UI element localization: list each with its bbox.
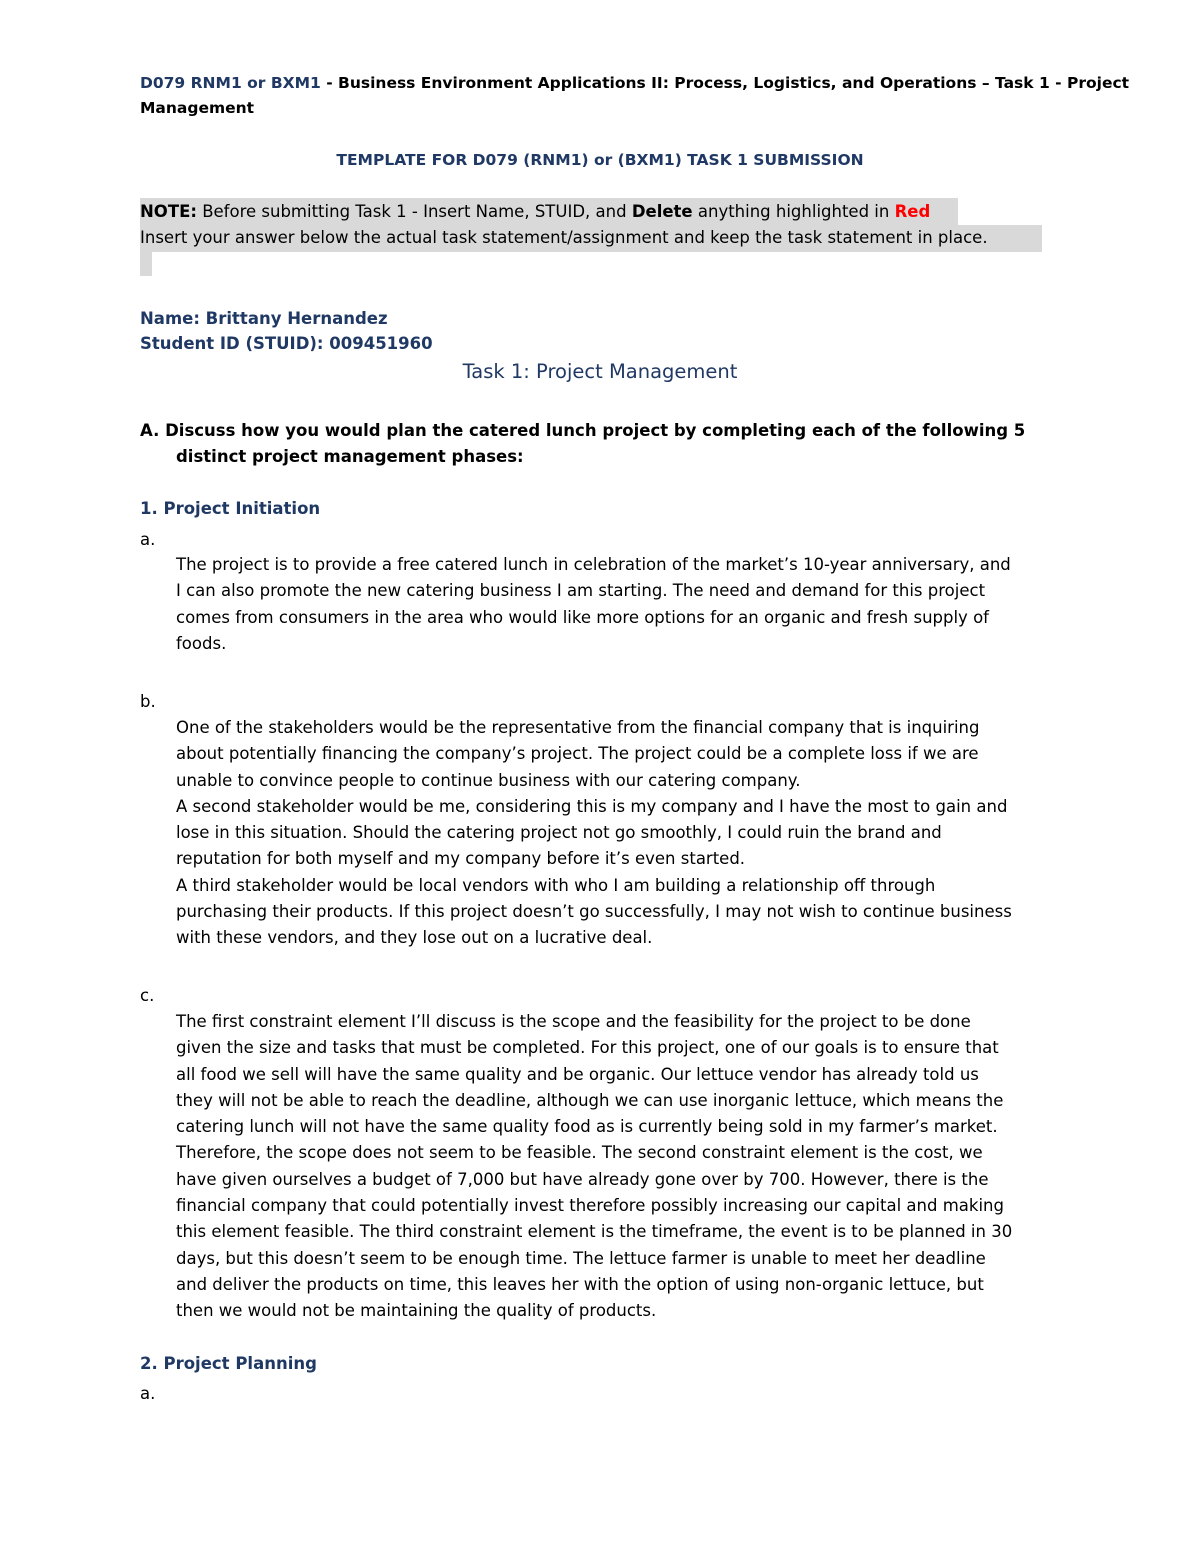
note-label: NOTE:: [140, 202, 197, 221]
paragraph-line: given the size and tasks that must be completed. For this project, one of our goals is to ensure that: [176, 1038, 999, 1058]
student-id: Student ID (STUID): 009451960: [140, 334, 433, 353]
paragraph-line: The first constraint element I’ll discuss is the scope and the feasibility for the project to be done: [176, 1012, 971, 1031]
course-code: D079 RNM1 or BXM1: [140, 74, 321, 92]
paragraph-line: financial company that could potentially invest therefore possibly increasing our capital and making: [176, 1196, 1004, 1216]
paragraph-line: with these vendors, and they lose out on a lucrative deal.: [176, 928, 653, 948]
note-highlight-3: [140, 252, 152, 276]
paragraph-line: I can also promote the new catering business I am starting. The need and demand for this project: [176, 581, 986, 601]
phase1-b-label: b.: [140, 692, 156, 711]
phase2-heading: 2. Project Planning: [140, 1354, 317, 1373]
note-text-before: Before submitting Task 1 - Insert Name, STUID, and: [196, 202, 632, 221]
task-title: Task 1: Project Management: [462, 360, 738, 383]
paragraph-line: they will not be able to reach the deadline, although we can use inorganic lettuce, which means the: [176, 1090, 1004, 1110]
course-header-line1: [140, 70, 1129, 96]
paragraph-line: then we would not be maintaining the quality of products.: [176, 1301, 657, 1321]
paragraph-line: about potentially financing the company’s project. The project could be a complete loss if we are: [176, 744, 979, 764]
paragraph-line: catering lunch will not have the same quality food as is currently being sold in my farmer’s market.: [176, 1117, 998, 1137]
paragraph-line: reputation for both myself and my company before it’s even started.: [176, 849, 746, 869]
paragraph-line: and deliver the products on time, this leaves her with the option of using non-organic lettuce, but: [176, 1274, 984, 1294]
phase1-b-paragraph: [176, 715, 1056, 952]
paragraph-line: lose in this situation. Should the catering project not go smoothly, I could ruin the brand and: [176, 823, 942, 843]
note-line2: Insert your answer below the actual task statement/assignment and keep the task statement in place.: [140, 228, 988, 247]
course-header-line2: Management: [140, 99, 255, 117]
paragraph-line: A third stakeholder would be local vendors with who I am building a relationship off through: [176, 875, 936, 895]
phase1-heading: 1. Project Initiation: [140, 499, 321, 518]
phase1-a-label: a.: [140, 530, 156, 549]
template-title: TEMPLATE FOR D079 (RNM1) or (BXM1) TASK 1 SUBMISSION: [336, 151, 864, 169]
paragraph-line: Therefore, the scope does not seem to be feasible. The second constraint element is the cost, we: [176, 1143, 983, 1163]
paragraph-line: The project is to provide a free catered lunch in celebration of the market’s 10-year anniversary, and: [176, 555, 1011, 574]
note-red-word: Red: [894, 202, 931, 221]
paragraph-line: all food we sell will have the same quality and be organic. Our lettuce vendor has already told us: [176, 1064, 979, 1084]
paragraph-line: purchasing their products. If this project doesn’t go successfully, I may not wish to continue business: [176, 902, 1012, 922]
phase1-a-paragraph: [176, 552, 1056, 657]
paragraph-line: A second stakeholder would be me, considering this is my company and I have the most to gain and: [176, 796, 1008, 816]
course-title: - Business Environment Applications II: Process, Logistics, and Operations – Task 1 - Project: [320, 74, 1130, 92]
student-name: Name: Brittany Hernandez: [140, 309, 388, 328]
question-a-line2: distinct project management phases:: [176, 447, 524, 466]
paragraph-line: days, but this doesn’t seem to be enough time. The lettuce farmer is unable to meet her deadline: [176, 1248, 986, 1268]
note-line1: [140, 199, 930, 225]
paragraph-line: foods.: [176, 633, 227, 653]
note-text-after: anything highlighted in: [692, 202, 895, 221]
paragraph-line: this element feasible. The third constraint element is the timeframe, the event is to be planned in 30: [176, 1222, 1013, 1242]
paragraph-line: have given ourselves a budget of 7,000 but have already gone over by 700. However, there is the: [176, 1169, 989, 1189]
question-a-line1: A. Discuss how you would plan the catered lunch project by completing each of the following 5: [140, 421, 1026, 440]
note-delete-word: Delete: [631, 202, 693, 221]
phase2-a-label: a.: [140, 1384, 156, 1403]
phase1-c-label: c.: [140, 986, 155, 1005]
paragraph-line: One of the stakeholders would be the representative from the financial company that is inquiring: [176, 718, 980, 737]
paragraph-line: comes from consumers in the area who would like more options for an organic and fresh supply of: [176, 607, 989, 627]
phase1-c-paragraph: [176, 1009, 1056, 1325]
paragraph-line: unable to convince people to continue business with our catering company.: [176, 770, 801, 790]
